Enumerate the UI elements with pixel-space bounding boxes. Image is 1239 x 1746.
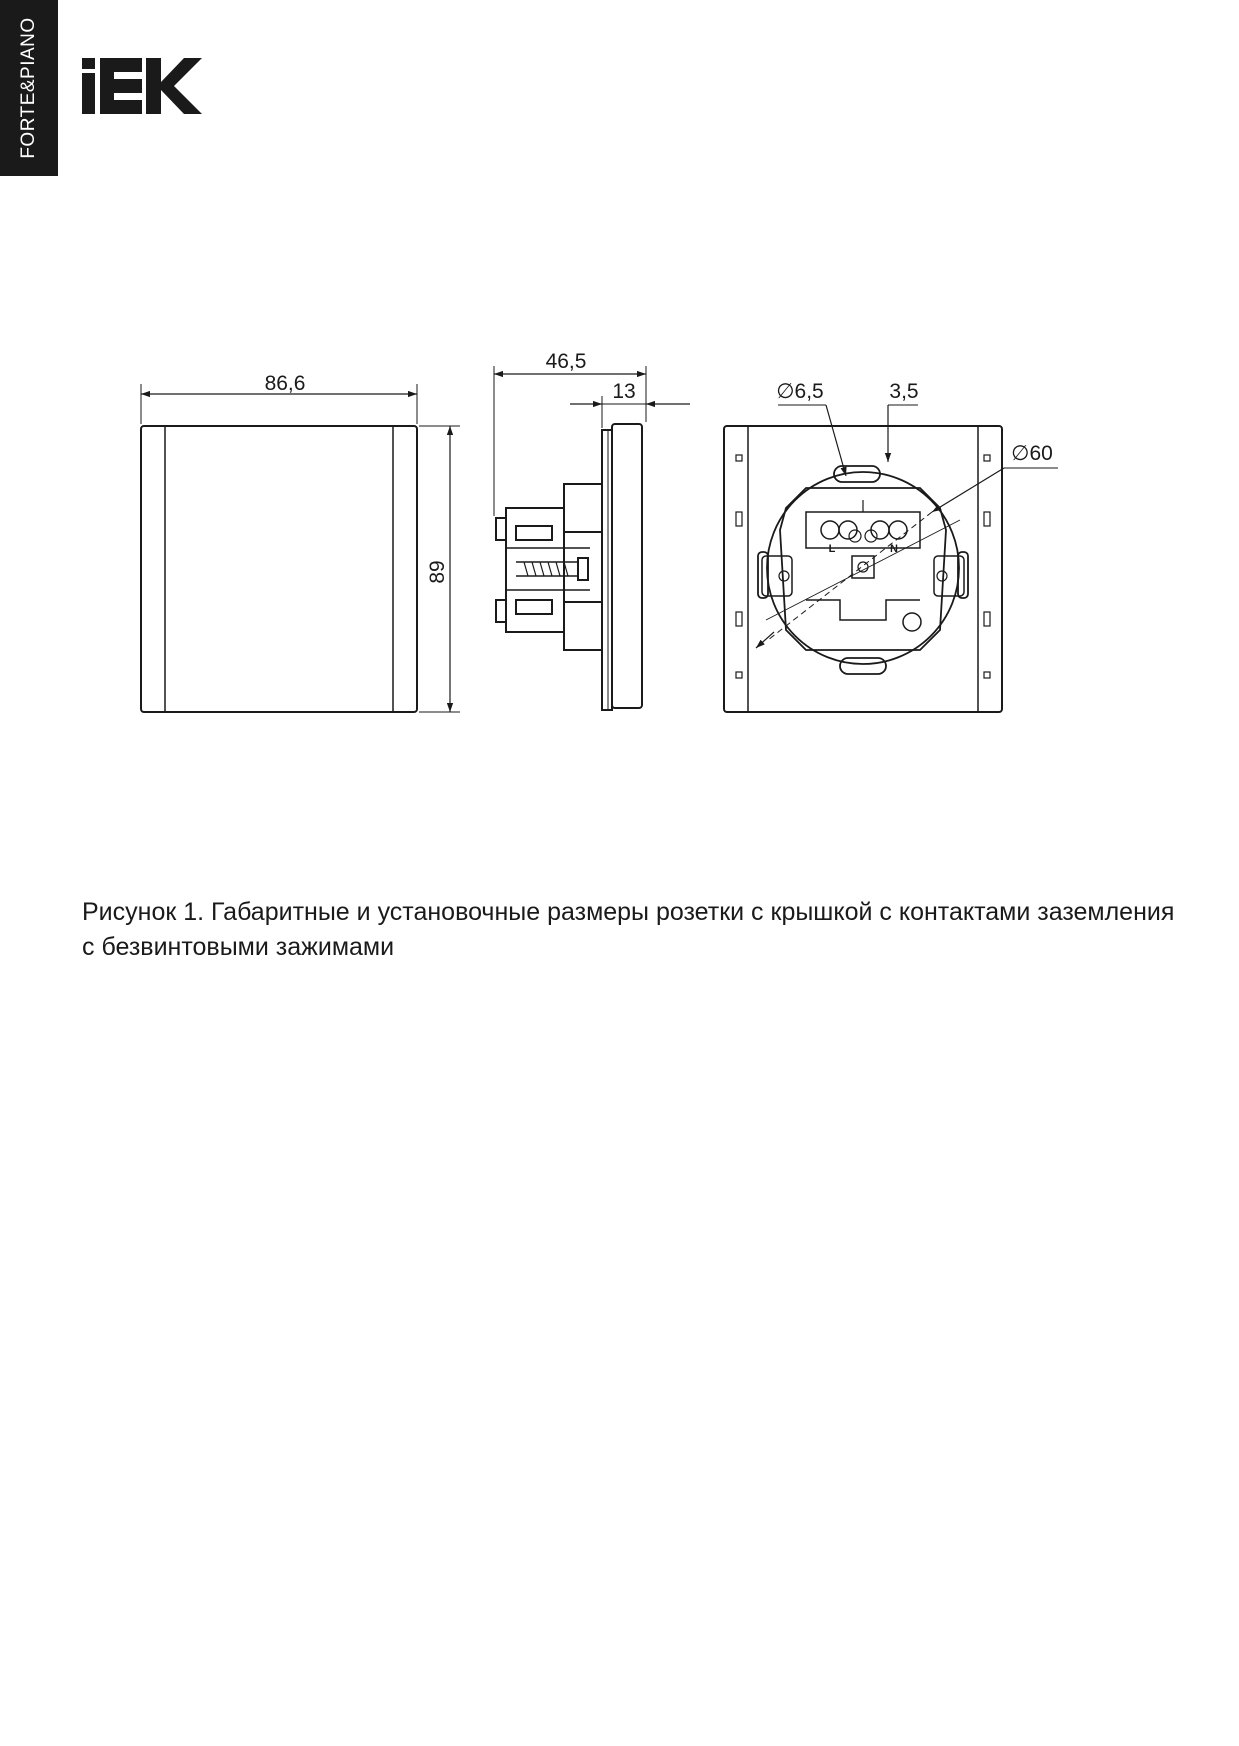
terminal-n-label: N (890, 543, 898, 555)
caption-line-1: Рисунок 1. Габаритные и установочные размеры розетки с крышкой с контактами заземления (82, 898, 1175, 926)
hole-diameter-label: ∅6,5 (776, 380, 824, 403)
back-frame-outline (724, 426, 1002, 712)
frame-label: 13 (612, 380, 636, 403)
technical-drawing (0, 0, 1239, 760)
terminal-l-label: L (828, 543, 836, 555)
back-view (724, 405, 1058, 712)
series-label: FORTE&PIANO (18, 17, 39, 159)
height-label: 89 (426, 560, 449, 584)
side-view (494, 366, 690, 710)
caption-line-2: с безвинтовыми зажимами (82, 933, 395, 961)
width-label: 86,6 (264, 372, 306, 395)
figure-caption (82, 895, 1182, 965)
depth-label: 46,5 (545, 350, 587, 373)
front-cover-outline (141, 426, 417, 712)
front-view (141, 384, 460, 712)
slot-width-label: 3,5 (889, 380, 919, 403)
circle-diameter-label: ∅60 (1011, 442, 1053, 465)
